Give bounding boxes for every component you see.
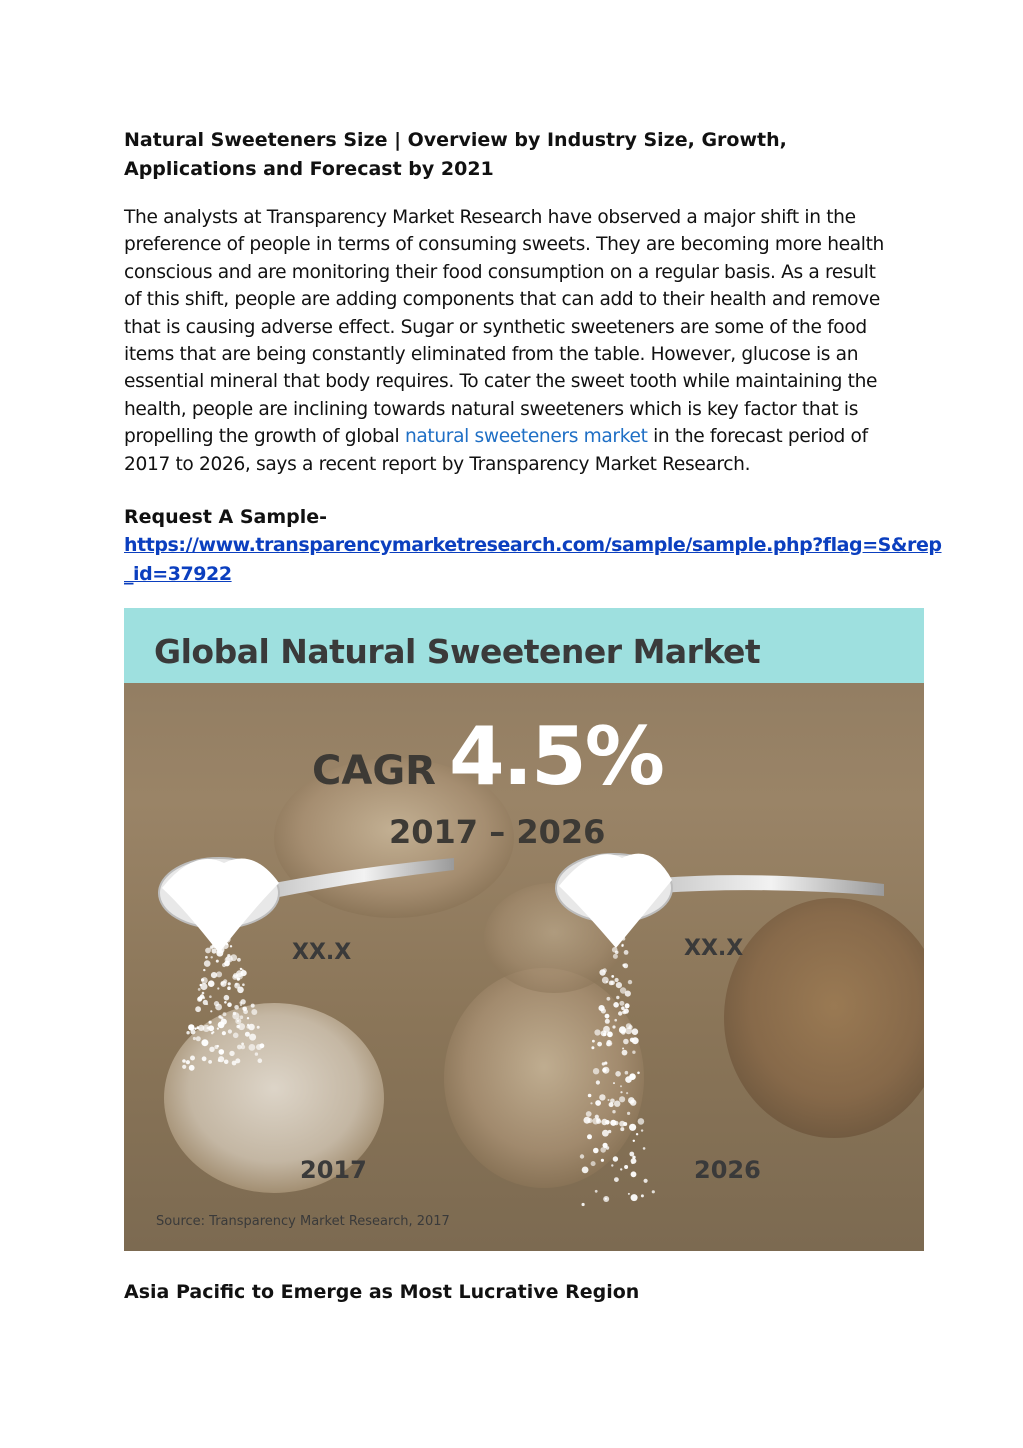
sugar-grain bbox=[625, 1076, 632, 1083]
sugar-grain bbox=[622, 937, 626, 941]
sugar-grain bbox=[211, 956, 213, 958]
sugar-grain bbox=[606, 981, 608, 983]
sugar-grain bbox=[240, 999, 245, 1004]
sugar-grain bbox=[222, 1031, 226, 1035]
sugar-grain bbox=[214, 1045, 218, 1049]
sugar-grain bbox=[599, 1005, 605, 1011]
sugar-grain bbox=[210, 945, 213, 948]
paragraph-line: that is causing adverse effect. Sugar or synthetic sweeteners are some of the food bbox=[124, 316, 867, 338]
spoon-handle bbox=[659, 875, 884, 896]
sugar-grain bbox=[629, 1152, 634, 1157]
sugar-grain bbox=[217, 1028, 219, 1030]
sugar-grain bbox=[196, 1036, 201, 1041]
sugar-grain bbox=[628, 980, 632, 984]
sugar-grain bbox=[613, 954, 618, 959]
year-label-2026: 2026 bbox=[694, 1156, 761, 1184]
sugar-grain bbox=[631, 1194, 638, 1201]
sugar-grain bbox=[621, 1006, 625, 1010]
sugar-grain bbox=[210, 1010, 212, 1012]
sugar-grain bbox=[217, 987, 219, 989]
sugar-grain bbox=[249, 1044, 256, 1051]
sugar-grain bbox=[204, 960, 211, 967]
sugar-grain bbox=[652, 1190, 655, 1193]
sugar-grain bbox=[614, 940, 617, 943]
sugar-grain bbox=[227, 1002, 232, 1007]
sugar-grain bbox=[601, 1159, 604, 1162]
sugar-grain bbox=[224, 1060, 229, 1065]
sugar-grain bbox=[186, 1031, 189, 1034]
article-title: Natural Sweeteners Size | Overview by Industry Size, Growth, Applications and Forecast by 2021 bbox=[124, 129, 787, 180]
sugar-grain bbox=[209, 1021, 212, 1024]
sugar-grain bbox=[209, 1047, 214, 1052]
sugar-grain bbox=[603, 1033, 607, 1037]
sugar-grain bbox=[251, 1004, 255, 1008]
sugar-grain bbox=[641, 1129, 643, 1131]
sugar-grain bbox=[235, 983, 238, 986]
sugar-grain bbox=[629, 1124, 636, 1131]
sugar-grain bbox=[614, 1101, 620, 1107]
sugar-grain bbox=[212, 1031, 214, 1033]
cagr-value: 4.5% bbox=[449, 710, 663, 803]
sugar-grain bbox=[195, 1006, 201, 1012]
sugar-grain bbox=[198, 988, 201, 991]
paragraph-line: conscious and are monitoring their food consumption on a regular basis. As a result bbox=[124, 261, 876, 283]
sugar-grain bbox=[615, 1071, 621, 1077]
sugar-grain bbox=[620, 1085, 622, 1087]
sugar-grain bbox=[614, 1177, 619, 1182]
sugar-grain bbox=[205, 956, 208, 959]
sugar-grain bbox=[612, 1025, 615, 1028]
sugar-grain bbox=[224, 995, 230, 1001]
sugar-grain bbox=[623, 1039, 629, 1045]
sugar-grain bbox=[237, 977, 240, 980]
sugar-grain bbox=[206, 1003, 208, 1005]
sugar-grain bbox=[605, 1120, 610, 1125]
year-label-2017: 2017 bbox=[300, 1156, 367, 1184]
sample-url-line[interactable]: _id=37922 bbox=[124, 563, 232, 585]
sugar-grain bbox=[218, 944, 221, 947]
sugar-grain bbox=[637, 1072, 640, 1075]
sugar-grain bbox=[625, 1071, 629, 1075]
sugar-grain bbox=[614, 1019, 617, 1022]
sugar-grain bbox=[237, 958, 241, 962]
sugar-grain bbox=[602, 1067, 609, 1074]
sugar-grain bbox=[215, 938, 217, 940]
natural-sweeteners-market-link[interactable]: natural sweeteners market bbox=[404, 426, 648, 448]
sugar-grain bbox=[214, 1001, 219, 1006]
sugar-grain bbox=[222, 963, 226, 967]
sugar-grain bbox=[230, 945, 232, 947]
sugar-grain bbox=[241, 969, 243, 971]
sugar-grain bbox=[616, 982, 622, 988]
sugar-grain bbox=[596, 1118, 600, 1122]
sugar-grain bbox=[622, 1010, 626, 1014]
sugar-grain bbox=[218, 947, 224, 953]
sugar-grain bbox=[592, 1040, 595, 1043]
sugar-grain bbox=[587, 1134, 592, 1139]
sugar-grain bbox=[636, 1133, 638, 1135]
sugar-grain bbox=[610, 981, 615, 986]
sugar-grain bbox=[211, 972, 217, 978]
sugar-grain bbox=[599, 1094, 605, 1100]
sugar-grain bbox=[218, 1059, 221, 1062]
sugar-grain bbox=[245, 1032, 250, 1037]
sugar-grain bbox=[626, 1023, 632, 1029]
sugar-grain bbox=[603, 968, 607, 972]
sugar-bowl bbox=[444, 968, 644, 1188]
sugar-grain bbox=[587, 1118, 592, 1123]
sugar-grain bbox=[620, 1168, 622, 1170]
paragraph-line: essential mineral that body requires. To cater the sweet tooth while maintaining the bbox=[124, 371, 878, 393]
sugar-grain bbox=[238, 1023, 245, 1030]
sugar-grain bbox=[233, 1033, 239, 1039]
sugar-grain bbox=[203, 1025, 210, 1032]
sugar-grain bbox=[614, 1121, 618, 1125]
sugar-grain bbox=[620, 1091, 622, 1093]
sugar-grain bbox=[622, 1050, 628, 1056]
request-sample-label: Request A Sample- bbox=[124, 506, 328, 528]
sugar-grain bbox=[223, 1012, 227, 1016]
sugar-grain bbox=[186, 1060, 190, 1064]
sugar-grain bbox=[595, 1190, 598, 1193]
forecast-period: 2017 – 2026 bbox=[389, 813, 606, 851]
sugar-grain bbox=[588, 1094, 592, 1098]
paragraph-text: in the forecast period of bbox=[647, 426, 868, 448]
sugar-grain bbox=[582, 1167, 589, 1174]
sugar-grain bbox=[616, 996, 619, 999]
market-value-2017: XX.X bbox=[292, 940, 352, 965]
sugar-grain bbox=[613, 1082, 615, 1084]
sugar-grain bbox=[220, 981, 226, 987]
sugar-grain bbox=[209, 995, 212, 998]
sugar-grain bbox=[630, 1038, 635, 1043]
sugar-grain bbox=[594, 1029, 600, 1035]
sugar-grain bbox=[633, 1140, 635, 1142]
sugar-grain bbox=[630, 1099, 636, 1105]
sugar-grain bbox=[624, 950, 629, 955]
sugar-grain bbox=[613, 1002, 619, 1008]
sugar-grain bbox=[621, 1030, 626, 1035]
sugar-grain bbox=[224, 936, 231, 943]
sugar-grain bbox=[240, 1015, 244, 1019]
sugar-grain bbox=[620, 1127, 624, 1131]
paragraph-line: health, people are inclining towards natural sweeteners which is key factor that is bbox=[124, 398, 859, 420]
sugar-grain bbox=[193, 1037, 196, 1040]
sugar-grain bbox=[227, 954, 230, 957]
sugar-grain bbox=[632, 1028, 639, 1035]
paragraph-line: preference of people in terms of consuming sweets. They are becoming more health bbox=[124, 234, 884, 256]
sugar-grain bbox=[203, 969, 205, 971]
sugar-grain bbox=[221, 1019, 227, 1025]
sugar-grain bbox=[606, 1040, 612, 1046]
sugar-grain bbox=[258, 1058, 263, 1063]
sugar-grain bbox=[201, 978, 204, 981]
sugar-grain bbox=[624, 1165, 628, 1169]
sugar-grain bbox=[241, 1045, 246, 1050]
sugar-grain bbox=[255, 1052, 258, 1055]
sugar-grain bbox=[602, 977, 609, 984]
sample-url-link[interactable] bbox=[124, 531, 942, 589]
paragraph-line: items that are being constantly eliminated from the table. However, glucose is an bbox=[124, 344, 859, 366]
infographic-image bbox=[124, 608, 924, 1251]
sugar-grain bbox=[613, 1156, 618, 1161]
sugar-grain bbox=[622, 964, 625, 967]
sugar-grain bbox=[237, 987, 244, 994]
sugar-grain bbox=[229, 1051, 234, 1056]
sugar-grain bbox=[208, 1060, 212, 1064]
sugar-grain bbox=[595, 1100, 601, 1106]
sugar-grain bbox=[638, 1118, 645, 1125]
sugar-grain bbox=[605, 1198, 607, 1200]
paragraph-line: The analysts at Transparency Market Research have observed a major shift in the bbox=[124, 207, 856, 228]
sugar-grain bbox=[233, 1012, 236, 1015]
sugar-grain bbox=[593, 1148, 599, 1154]
sugar-grain bbox=[200, 994, 204, 998]
sugar-grain bbox=[219, 1049, 225, 1055]
sugar-grain bbox=[632, 1051, 635, 1054]
sugar-grain bbox=[643, 1147, 646, 1150]
sugar-grain bbox=[591, 1161, 596, 1166]
sugar-grain bbox=[586, 1111, 592, 1117]
sugar-grain bbox=[605, 1019, 610, 1024]
sugar-grain bbox=[194, 1028, 196, 1030]
sugar-grain bbox=[623, 1122, 627, 1126]
sugar-grain bbox=[247, 1017, 249, 1019]
sugar-grain bbox=[610, 1099, 615, 1104]
sugar-grain bbox=[201, 1039, 208, 1046]
sugar-grain bbox=[580, 1154, 584, 1158]
sugar-grain bbox=[604, 1062, 607, 1065]
sugar-grain bbox=[582, 1203, 585, 1206]
sugar-grain bbox=[622, 1048, 624, 1050]
sugar-grain bbox=[235, 1058, 240, 1063]
infographic-artwork bbox=[124, 608, 924, 1251]
sugar-grain bbox=[237, 1020, 239, 1022]
sugar-grain bbox=[200, 983, 207, 990]
sugar-grain bbox=[242, 983, 245, 986]
sugar-grain bbox=[628, 1193, 630, 1195]
sugar-grain bbox=[182, 1065, 186, 1069]
sugar-grain bbox=[200, 984, 202, 986]
sugar-grain bbox=[611, 975, 614, 978]
sugar-grain bbox=[591, 1046, 594, 1049]
sugar-grain bbox=[597, 1042, 602, 1047]
sugar-grain bbox=[593, 1068, 599, 1074]
sugar-grain bbox=[611, 1164, 613, 1166]
infographic-source: Source: Transparency Market Research, 2017 bbox=[156, 1214, 450, 1229]
sugar-grain bbox=[227, 986, 231, 990]
sugar-grain bbox=[620, 987, 626, 993]
sugar-grain bbox=[631, 1171, 637, 1177]
sugar-grain bbox=[247, 1024, 249, 1026]
sugar-grain bbox=[631, 1162, 633, 1164]
sugar-grain bbox=[202, 1056, 207, 1061]
sugar-grain bbox=[251, 1009, 257, 1015]
sugar-grain bbox=[605, 1014, 610, 1019]
sugar-grain bbox=[216, 960, 219, 963]
intro-paragraph bbox=[124, 204, 904, 478]
sugar-bowl bbox=[724, 898, 924, 1138]
sugar-grain bbox=[621, 944, 623, 946]
sugar-grain bbox=[228, 1029, 232, 1033]
paragraph-text: propelling the growth of global bbox=[124, 426, 405, 448]
sugar-grain bbox=[602, 1130, 609, 1137]
sugar-grain bbox=[627, 1112, 630, 1115]
sugar-grain bbox=[619, 1096, 625, 1102]
sugar-grain bbox=[615, 951, 619, 955]
infographic-title: Global Natural Sweetener Market bbox=[154, 632, 761, 671]
sugar-grain bbox=[618, 1011, 622, 1015]
sugar-grain bbox=[626, 1092, 628, 1094]
sugar-grain bbox=[228, 982, 231, 985]
sugar-grain bbox=[596, 1080, 600, 1084]
sugar-grain bbox=[249, 1034, 256, 1041]
sugar-grain bbox=[189, 1065, 195, 1071]
sugar-grain bbox=[644, 1179, 648, 1183]
sugar-grain bbox=[641, 1194, 644, 1197]
sugar-grain bbox=[619, 1001, 624, 1006]
sample-url-line[interactable]: https://www.transparencymarketresearch.com/sample/sample.php?flag=S&rep bbox=[124, 534, 942, 556]
sugar-grain bbox=[243, 1009, 248, 1014]
sugar-grain bbox=[615, 978, 619, 982]
paragraph-line: 2017 to 2026, says a recent report by Transparency Market Research. bbox=[124, 453, 751, 475]
sugar-grain bbox=[202, 992, 205, 995]
sugar-grain bbox=[256, 1044, 262, 1050]
sugar-grain bbox=[234, 1005, 239, 1010]
sugar-grain bbox=[182, 1059, 186, 1063]
sugar-grain bbox=[190, 1056, 195, 1061]
sugar-grain bbox=[607, 1031, 613, 1037]
sugar-grain bbox=[603, 1143, 608, 1148]
sugar-grain bbox=[188, 1024, 194, 1030]
section-heading: Asia Pacific to Emerge as Most Lucrative Region bbox=[124, 1281, 640, 1303]
sugar-grain bbox=[208, 980, 215, 987]
sugar-grain bbox=[224, 1001, 227, 1004]
sugar-grain bbox=[590, 1102, 592, 1104]
sugar-grain bbox=[212, 948, 217, 953]
paragraph-line-with-link bbox=[124, 423, 904, 450]
market-value-2026: XX.X bbox=[684, 936, 744, 961]
sugar-grain bbox=[612, 1110, 615, 1113]
sugar-grain bbox=[607, 997, 611, 1001]
sugar-grain bbox=[608, 1099, 610, 1101]
sugar-grain bbox=[257, 1026, 260, 1029]
paragraph-line: of this shift, people are adding components that can add to their health and remove bbox=[124, 289, 880, 311]
cagr-label: CAGR bbox=[312, 748, 436, 794]
sugar-grain bbox=[625, 1003, 630, 1008]
